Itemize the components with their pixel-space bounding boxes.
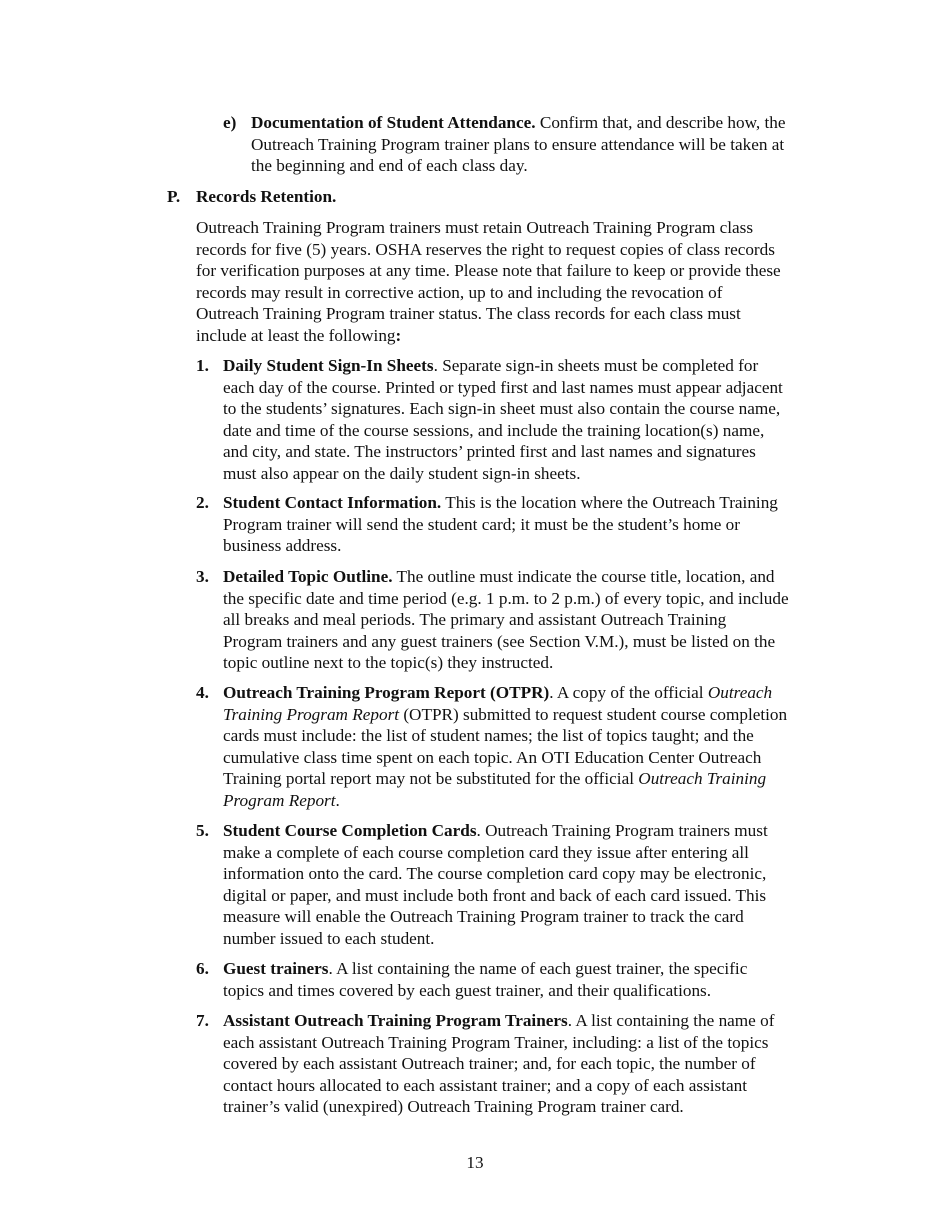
list-item-text: This is the location where the Outreach Training [441, 493, 778, 512]
list-item-text: cards must include: the list of student names; the list of topics taught; and the [223, 726, 754, 746]
report-title-italic: Outreach [707, 683, 773, 702]
list-item-text: information onto the card. The course completion card copy may be electronic, [223, 864, 767, 884]
item-e-marker: e) [223, 113, 237, 132]
list-item-text: each assistant Outreach Training Program Trainer, including: a list of the topics [223, 1032, 769, 1052]
list-item-number: 7. [196, 1011, 209, 1030]
section-p-heading: Records Retention. [196, 187, 337, 206]
section-p-intro [196, 217, 866, 347]
intro-line: records may result in corrective action, up to and including the revocation of [196, 282, 723, 302]
list-item-heading: Outreach Training Program Report (OTPR) [223, 683, 550, 702]
list-item-text: the specific date and time period (e.g. 1 p.m. to 2 p.m.) of every topic, and include [223, 588, 789, 608]
list-item-number: 4. [196, 683, 209, 702]
list-item-text: date and time of the course sessions, and include the training location(s) name, [223, 420, 765, 440]
list-item-text: topic outline next to the topic(s) they instructed. [223, 653, 554, 673]
item-e-line: Outreach Training Program trainer plans to ensure attendance will be taken at [251, 134, 785, 154]
list-item-heading: Daily Student Sign-In Sheets [223, 356, 434, 375]
list-item-heading: Assistant Outreach Training Program Trainers [223, 1011, 568, 1030]
list-item-text: digital or paper, and must include both front and back of each card issued. This [223, 885, 767, 905]
list-item-text: Training portal report may not be substituted for the official [223, 769, 639, 789]
intro-line: Outreach Training Program trainers must retain Outreach Training Program class [196, 218, 754, 237]
intro-colon: : [395, 325, 402, 345]
list-item-heading: Student Course Completion Cards [223, 821, 477, 840]
list-item-heading: Guest trainers [223, 959, 329, 978]
list-item-text: topics and times covered by each guest trainer, and their qualifications. [223, 980, 712, 1000]
list-item-text: covered by each assistant Outreach trainer; and, for each topic, the number of [223, 1054, 756, 1074]
list-item-text: measure will enable the Outreach Training Program trainer to track the card [223, 907, 744, 927]
list-item-text: and city, and state. The instructors’ printed first and last names and signatures [223, 442, 756, 462]
item-e-line: the beginning and end of each class day. [251, 156, 528, 176]
list-item-text: . A copy of the official [549, 683, 708, 702]
list-item-text: all breaks and meal periods. The primary and assistant Outreach Training [223, 610, 727, 630]
item-e-heading: Documentation of Student Attendance. [251, 113, 536, 132]
intro-line: Outreach Training Program trainer status. The class records for each class must [196, 304, 741, 324]
list-item-text: . A list containing the name of [567, 1011, 775, 1030]
report-title-italic: Outreach Training [638, 769, 767, 789]
list-item-number: 5. [196, 821, 209, 840]
list-item-text: (OTPR) submitted to request student course completion [399, 704, 788, 724]
list-item-text: to the students’ signatures. Each sign-in sheet must also contain the course name, [223, 399, 781, 419]
list-item-text: Program trainers and any guest trainers (see Section V.M.), must be listed on the [223, 631, 776, 651]
page-number: 13 [466, 1153, 484, 1172]
list-item-text: make a complete of each course completion card they issue after entering all [223, 842, 749, 862]
section-p-marker: P. [167, 187, 181, 206]
item-e-line: Confirm that, and describe how, the [535, 113, 786, 132]
intro-line: include at least the following [196, 325, 396, 345]
list-item-text: Program trainer will send the student card; it must be the student’s home or [223, 514, 740, 534]
intro-line: records for five (5) years. OSHA reserves the right to request copies of class records [196, 239, 775, 259]
intro-line: for verification purposes at any time. Please note that failure to keep or provide these [196, 261, 781, 281]
report-title-italic: Training Program Report [223, 704, 400, 724]
list-item-number: 3. [196, 567, 209, 586]
list-item-text: business address. [223, 536, 342, 556]
list-item-text: must also appear on the daily student sign-in sheets. [223, 463, 581, 483]
list-item-text: trainer’s valid (unexpired) Outreach Training Program trainer card. [223, 1097, 684, 1117]
list-item-text: The outline must indicate the course title, location, and [392, 567, 775, 586]
list-item-text: . A list containing the name of each guest trainer, the specific [328, 959, 748, 978]
list-item-heading: Student Contact Information. [223, 493, 442, 512]
list-item-text: each day of the course. Printed or typed first and last names must appear adjacent [223, 377, 783, 397]
list-item-number: 2. [196, 493, 209, 512]
list-item-text: . Separate sign-in sheets must be completed for [433, 356, 759, 375]
list-item-text: . [335, 790, 340, 810]
report-title-italic: Program Report [223, 790, 336, 810]
list-item-text: cumulative class time spent on each topic. An OTI Education Center Outreach [223, 747, 762, 767]
list-item-text: . Outreach Training Program trainers must [476, 821, 768, 840]
list-item-text: contact hours allocated to each assistant trainer; and a copy of each assistant [223, 1075, 748, 1095]
list-item-text: number issued to each student. [223, 928, 435, 948]
list-item-number: 1. [196, 356, 209, 375]
list-item-number: 6. [196, 959, 209, 978]
list-item-heading: Detailed Topic Outline. [223, 567, 393, 586]
